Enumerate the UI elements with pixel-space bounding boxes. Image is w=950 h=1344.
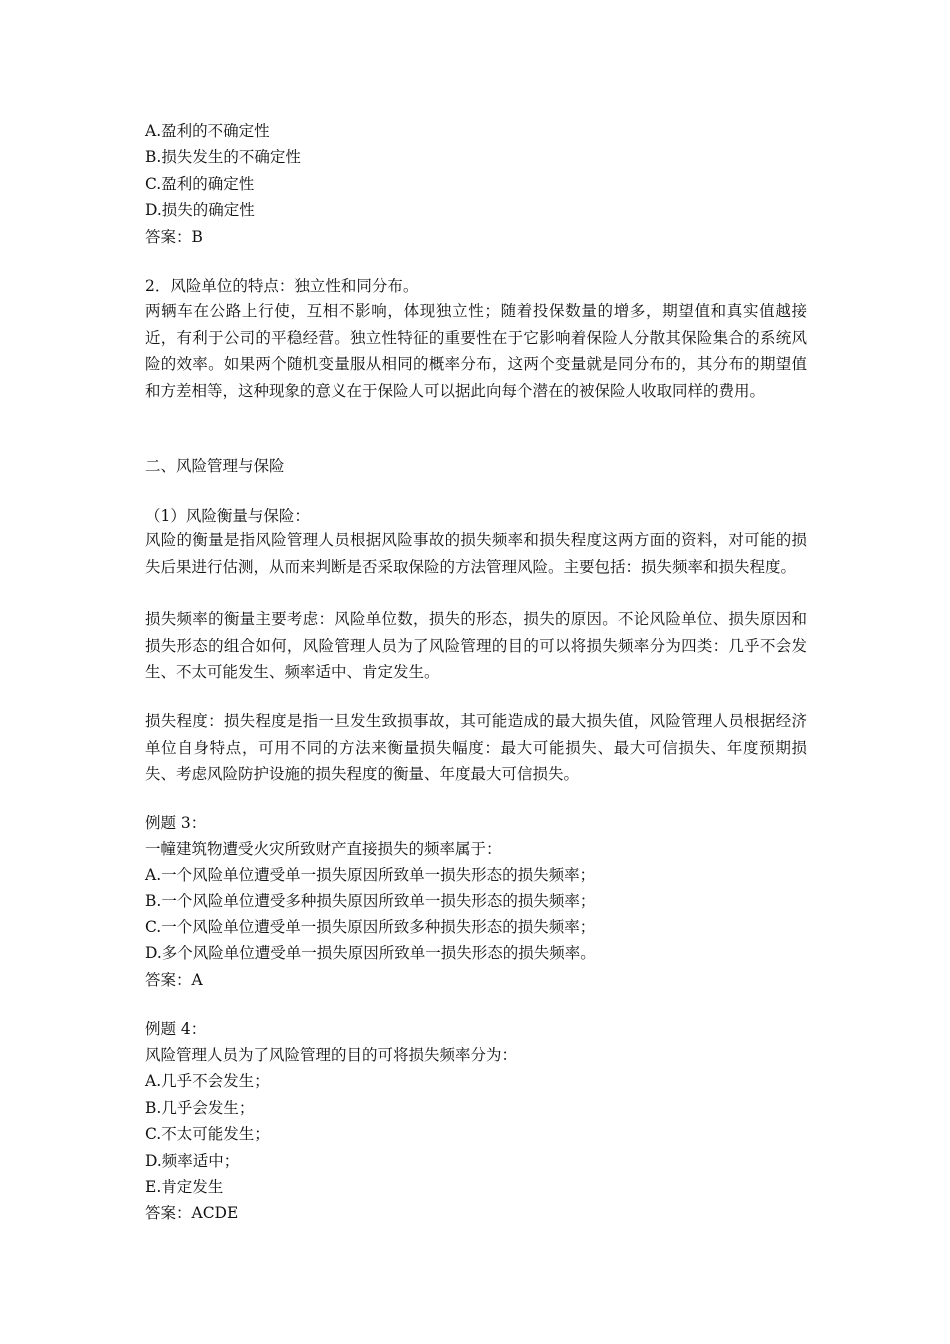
example-question: 风险管理人员为了风险管理的目的可将损失频率分为： [145,1046,518,1064]
option-c: C.盈利的确定性 [145,175,255,193]
option-b: B.一个风险单位遭受多种损失原因所致单一损失形态的损失频率； [145,892,596,910]
section-heading: 2．风险单位的特点：独立性和同分布。 [145,277,419,295]
option-d: D.损失的确定性 [145,201,255,219]
example-question: 一幢建筑物遭受火灾所致财产直接损失的频率属于： [145,840,502,858]
section-heading: 二、风险管理与保险 [145,457,285,475]
option-b: B.损失发生的不确定性 [145,148,301,166]
option-d: D.频率适中； [145,1152,240,1170]
answer: 答案：A [145,971,203,989]
answer: 答案：ACDE [145,1204,239,1222]
answer: 答案：B [145,228,203,246]
paragraph: 两辆车在公路上行使，互相不影响，体现独立性；随着投保数量的增多，期望值和真实值越接近，有利于公司的平稳经营。独立性特征的重要性在于它影响着保险人分散其保险集合的系统风险的效率。如果两个随机变量服从相同的概率分布，这两个变量就是同分布的，其分布的期望值和方差相等，这种现象的意义在于保险人可以据此向每个潜在的被保险人收取同样的费用。 [145,302,807,400]
option-a: A.一个风险单位遭受单一损失原因所致单一损失形态的损失频率； [145,866,596,884]
subsection-heading: （1）风险衡量与保险： [145,507,310,525]
option-e: E.肯定发生 [145,1178,224,1196]
option-a: A.盈利的不确定性 [145,122,270,140]
option-d: D.多个风险单位遭受单一损失原因所致单一损失形态的损失频率。 [145,944,596,962]
paragraph: 损失程度：损失程度是指一旦发生致损事故，其可能造成的最大损失值，风险管理人员根据经济单位自身特点，可用不同的方法来衡量损失幅度：最大可能损失、最大可信损失、年度预期损失、考虑风险防护设施的损失程度的衡量、年度最大可信损失。 [145,712,807,783]
paragraph: 损失频率的衡量主要考虑：风险单位数，损失的形态，损失的原因。不论风险单位、损失原因和损失形态的组合如何，风险管理人员为了风险管理的目的可以将损失频率分为四类：几乎不会发生、不太可能发生、频率适中、肯定发生。 [145,610,807,681]
paragraph: 风险的衡量是指风险管理人员根据风险事故的损失频率和损失程度这两方面的资料，对可能的损失后果进行估测，从而来判断是否采取保险的方法管理风险。主要包括：损失频率和损失程度。 [145,531,807,576]
example-title: 例题 4： [145,1020,207,1038]
option-a: A.几乎不会发生； [145,1072,270,1090]
option-b: B.几乎会发生； [145,1099,255,1117]
option-c: C.不太可能发生； [145,1125,270,1143]
example-title: 例题 3： [145,814,207,832]
option-c: C.一个风险单位遭受单一损失原因所致多种损失形态的损失频率； [145,918,596,936]
